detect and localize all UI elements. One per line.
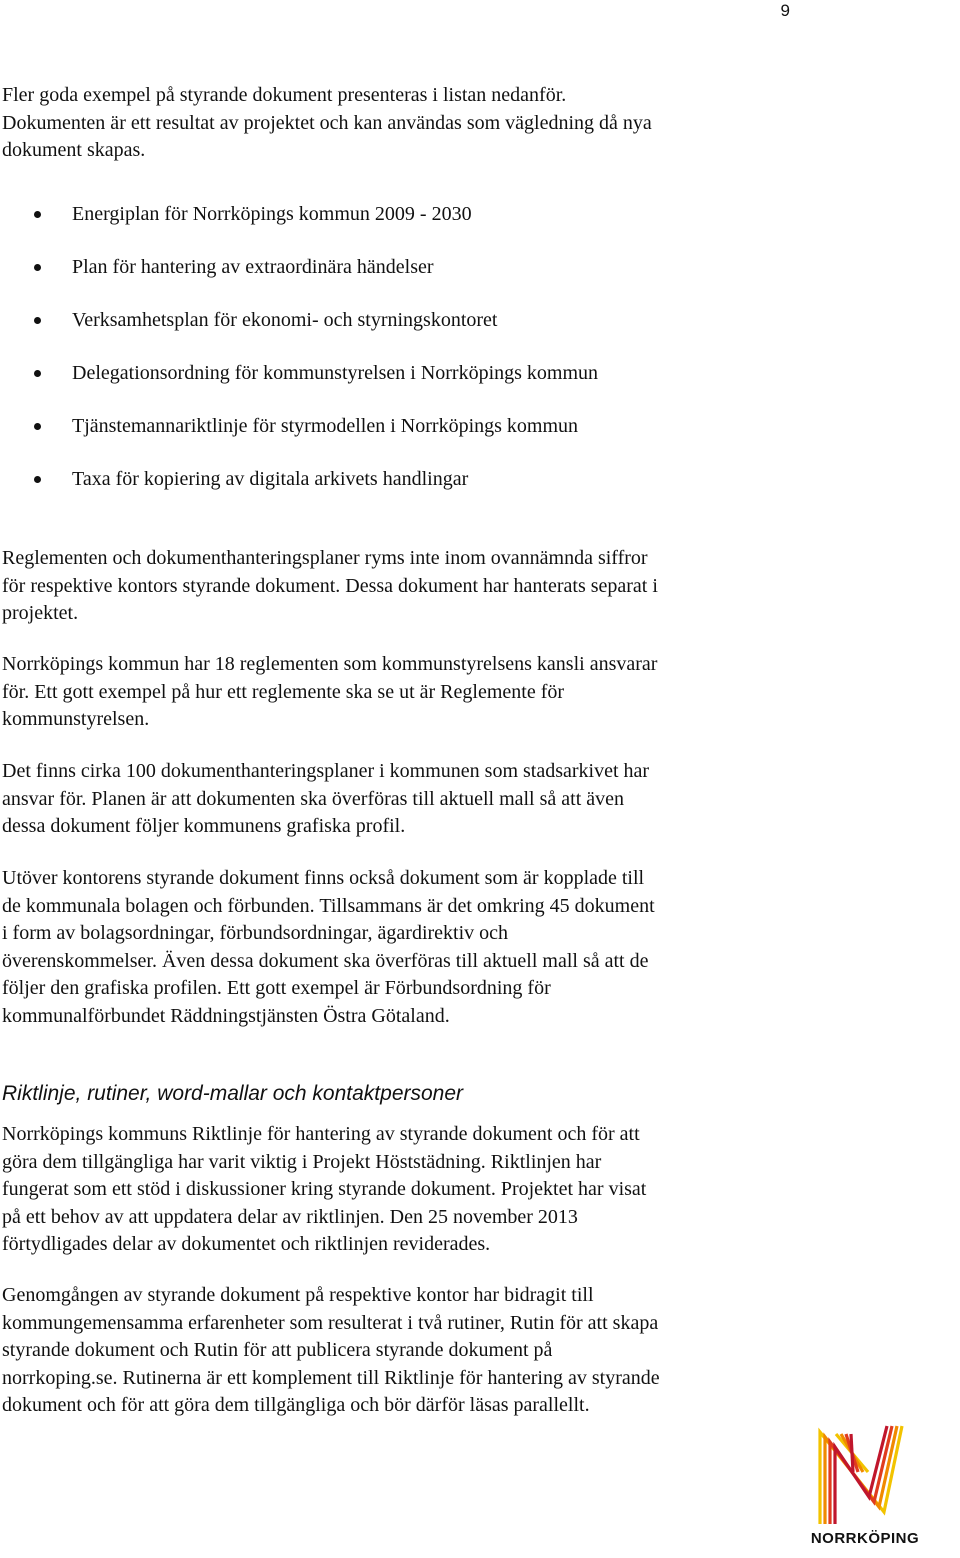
paragraph-line: dokument och för att göra dem tillgängliga och bör därför läsas parallellt.	[2, 1394, 590, 1416]
paragraph-line: de kommunala bolagen och förbunden. Tillsammans är det omkring 45 dokument	[2, 894, 655, 917]
bullet-text: Delegationsordning för kommunstyrelsen i Norrköpings kommun	[72, 362, 599, 384]
stadsarkivet-paragraph	[2, 758, 802, 841]
paragraph-line: norrkoping.se. Rutinerna är ett komplement till Riktlinje för hantering av styrande	[2, 1366, 660, 1389]
norrkoping-logo-mark-icon	[806, 1420, 924, 1528]
rutiner-paragraph	[2, 1282, 802, 1420]
document-bullet-list	[0, 201, 800, 519]
paragraph-line: Norrköpings kommuns Riktlinje för hantering av styrande dokument och för att	[2, 1123, 640, 1145]
paragraph-line: kommunstyrelsen.	[2, 708, 150, 730]
paragraph-line: för respektive kontors styrande dokument. Dessa dokument har hanterats separat i	[2, 574, 658, 597]
bullet-item	[0, 466, 800, 519]
logo-stripe	[851, 1434, 853, 1472]
paragraph-line: ansvar för. Planen är att dokumenten ska överföras till aktuell mall så att även	[2, 787, 625, 810]
paragraph-line: Reglementen och dokumenthanteringsplaner ryms inte inom ovannämnda siffror	[2, 547, 648, 569]
logo-wordmark: NORRKÖPING	[810, 1530, 920, 1547]
bullet-text: Verksamhetsplan för ekonomi- och styrningskontoret	[72, 309, 498, 331]
paragraph-line: fungerat som ett stöd i diskussioner kring styrande dokument. Projektet har visat	[2, 1178, 647, 1200]
paragraph-line: Dokumenten är ett resultat av projektet och kan användas som vägledning då nya	[2, 111, 652, 134]
bullet-text: Tjänstemannariktlinje för styrmodellen i Norrköpings kommun	[72, 415, 579, 437]
paragraph-line: Genomgången av styrande dokument på respektive kontor har bidragit till	[2, 1284, 594, 1306]
intro-paragraph	[2, 82, 802, 165]
riktlinje-paragraph	[2, 1121, 802, 1259]
paragraph-line: i form av bolagsordningar, förbundsordningar, ägardirektiv och	[2, 922, 509, 944]
reglementen-paragraph	[2, 545, 802, 628]
bullet-item	[0, 201, 800, 254]
paragraph-line: Norrköpings kommun har 18 reglementen som kommunstyrelsens kansli ansvarar	[2, 653, 658, 675]
paragraph-line: styrande dokument och Rutin för att publicera styrande dokument på	[2, 1339, 553, 1361]
bullet-text: Energiplan för Norrköpings kommun 2009 - 2030	[72, 203, 472, 225]
bullet-text: Taxa för kopiering av digitala arkivets handlingar	[72, 468, 469, 490]
bullet-dot-icon	[34, 476, 41, 483]
paragraph-line: Utöver kontorens styrande dokument finns också dokument som är kopplade till	[2, 867, 645, 889]
paragraph-line: dessa dokument följer kommunens grafiska profil.	[2, 815, 406, 837]
paragraph-line: projektet.	[2, 602, 79, 624]
bullet-text: Plan för hantering av extraordinära händelser	[72, 256, 434, 278]
bullet-dot-icon	[34, 423, 41, 430]
paragraph-line: överenskommelser. Även dessa dokument ska överföras till aktuell mall så att de	[2, 949, 649, 972]
bullet-item	[0, 254, 800, 307]
paragraph-line: göra dem tillgängliga har varit viktig i Projekt Höststädning. Riktlinjen har	[2, 1150, 602, 1173]
paragraph-line: på ett behov av att uppdatera delar av riktlinjen. Den 25 november 2013	[2, 1205, 578, 1228]
section-heading: Riktlinje, rutiner, word-mallar och kontaktpersoner	[2, 1082, 464, 1105]
bullet-item	[0, 307, 800, 360]
bullet-dot-icon	[34, 370, 41, 377]
paragraph-line: Det finns cirka 100 dokumenthanteringsplaner i kommunen som stadsarkivet har	[2, 760, 650, 782]
paragraph-line: dokument skapas.	[2, 139, 146, 161]
paragraph-line: kommunalförbundet Räddningstjänsten Östra Götaland.	[2, 1004, 450, 1027]
page-number: 9	[780, 1, 790, 20]
bolagen-paragraph	[2, 865, 802, 1030]
paragraph-line: för. Ett gott exempel på hur ett reglemente ska se ut är Reglemente för	[2, 680, 565, 703]
paragraph-line: följer den grafiska profilen. Ett gott exempel är Förbundsordning för	[2, 977, 551, 999]
norrkoping-logo	[806, 1420, 924, 1555]
bullet-dot-icon	[34, 264, 41, 271]
bullet-item	[0, 413, 800, 466]
kansli-paragraph	[2, 651, 802, 734]
paragraph-line: förtydligades delar av dokumentet och riktlinjen reviderades.	[2, 1233, 491, 1255]
bullet-dot-icon	[34, 211, 41, 218]
bullet-item	[0, 360, 800, 413]
paragraph-line: kommungemensamma erfarenheter som resulterat i två rutiner, Rutin för att skapa	[2, 1311, 659, 1334]
bullet-dot-icon	[34, 317, 41, 324]
paragraph-line: Fler goda exempel på styrande dokument presenteras i listan nedanför.	[2, 84, 567, 106]
